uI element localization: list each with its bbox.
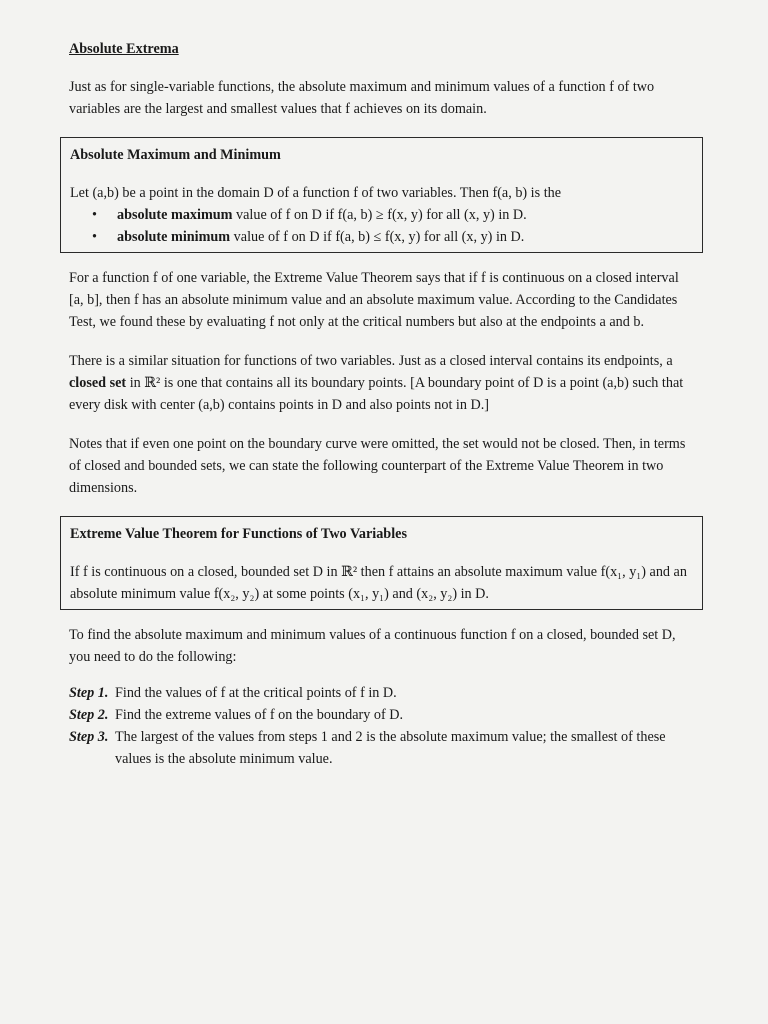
steps-list (69, 682, 694, 770)
closed-set-paragraph (69, 350, 694, 416)
definition-box (60, 137, 703, 253)
step-label: Step 2. (69, 707, 109, 723)
procedure-paragraph: To find the absolute maximum and minimum values of a continuous function f on a closed, bounded set D, you need to do the following: (69, 627, 676, 665)
closed-set-term: closed set (69, 375, 127, 391)
definition-term: absolute minimum (117, 229, 231, 245)
section-heading: Absolute Extrema (69, 41, 179, 57)
theorem-box-title: Extreme Value Theorem for Functions of Two Variables (70, 526, 407, 542)
step-label: Step 1. (69, 685, 109, 701)
definition-item-maximum (70, 204, 693, 226)
theorem-body: If f is continuous on a closed, bounded set D in ℝ² then f attains an absolute maximum value f(x₁, y₁) and an absolute minimum value f(x₂, y₂) at some points (x₁, y₁) and (x₂, y₂) in D. (70, 564, 687, 602)
extreme-value-paragraph: For a function f of one variable, the Extreme Value Theorem says that if f is continuous on a closed interval [a, b], then f has an absolute minimum value and an absolute maximum value. According to the Candidates Test, we found these by evaluating f not only at the critical numbers but also at the endpoints a and b. (69, 270, 679, 330)
step-label: Step 3. (69, 729, 109, 745)
notes-paragraph: Notes that if even one point on the boundary curve were omitted, the set would not be closed. Then, in terms of closed and bounded sets, we can state the following counterpart of the Extreme Value Theorem in two dimensions. (69, 436, 686, 496)
step-text: Find the values of f at the critical points of f in D. (115, 685, 397, 701)
definition-lead: Let (a,b) be a point in the domain D of a function f of two variables. Then f(a, b) is the (70, 185, 562, 201)
definition-list (70, 204, 693, 248)
step-item (69, 704, 694, 726)
definition-box-title: Absolute Maximum and Minimum (70, 147, 281, 163)
definition-text: value of f on D if f(a, b) ≥ f(x, y) for all (x, y) in D. (232, 207, 527, 223)
step-text: Find the extreme values of f on the boundary of D. (115, 707, 404, 723)
document-content (69, 38, 694, 770)
closed-set-text-before: There is a similar situation for functions of two variables. Just as a closed interval contains its endpoints, a (69, 353, 673, 369)
theorem-box (60, 516, 703, 610)
definition-term: absolute maximum (117, 207, 233, 223)
intro-paragraph: Just as for single-variable functions, the absolute maximum and minimum values of a function f of two variables are the largest and smallest values that f achieves on its domain. (69, 79, 655, 117)
closed-set-text-after: in ℝ² is one that contains all its boundary points. [A boundary point of D is a point (a,b) such that every disk with center (a,b) contains points in D and also points not in D.] (69, 375, 684, 413)
step-item (69, 682, 694, 704)
step-text: The largest of the values from steps 1 and 2 is the absolute maximum value; the smallest of these values is the absolute minimum value. (115, 729, 666, 767)
definition-item-minimum (70, 226, 693, 248)
definition-text: value of f on D if f(a, b) ≤ f(x, y) for all (x, y) in D. (230, 229, 525, 245)
step-item (69, 726, 694, 770)
